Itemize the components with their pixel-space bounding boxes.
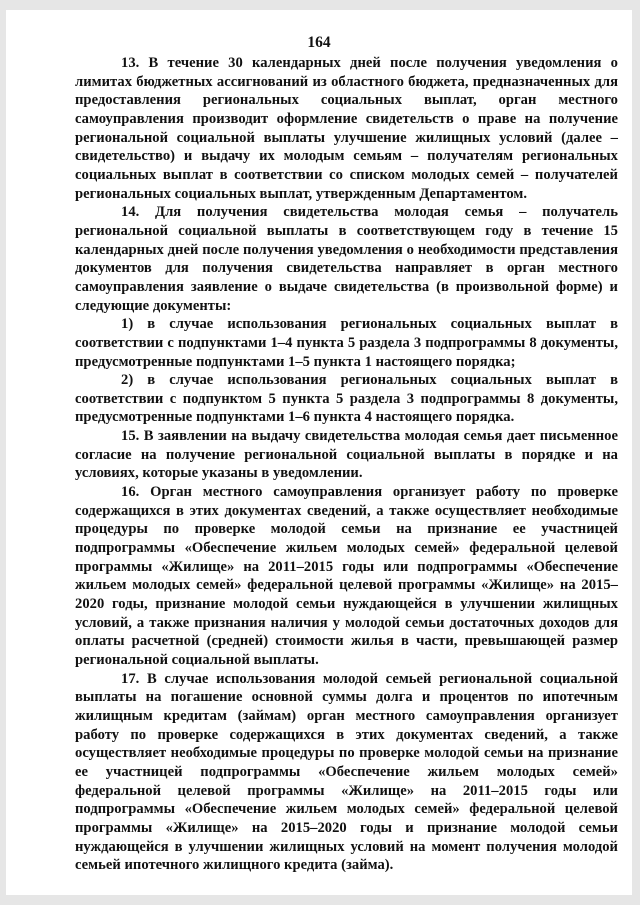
paragraph-13: 13. В течение 30 календарных дней после получения уведомления о лимитах бюджетных ассигнований из областного бюджета, предназначенных для предоставления региональных социальных выплат, орган местного самоуправления производит оформление свидетельств о праве на получение региональной социальной выплаты улучшение жилищных условий (далее – свидетельство) и выдачу их молодым семьям – получателям региональных социальных выплат в соответствии со списком молодых семей – получателей региональных социальных выплат, утвержденным Департаментом.: [75, 55, 618, 202]
paragraph-14-item-1: 1) в случае использования региональных социальных выплат в соответствии с подпунктами 1–4 пункта 5 раздела 3 подпрограммы 8 документы, предусмотренные подпунктами 1–5 пункта 1 настоящего порядка;: [75, 316, 618, 370]
paragraph-14: 14. Для получения свидетельства молодая семья – получатель региональной социальной выплаты в соответствующем году в течение 15 календарных дней после получения уведомления о необходимости представления документов для получения свидетельства направляет в орган местного самоуправления заявление о выдаче свидетельства (в произвольной форме) и следующие документы:: [75, 204, 618, 314]
paragraph-14-item-2: 2) в случае использования региональных социальных выплат в соответствии с подпунктом 5 пункта 5 раздела 3 подпрограммы 8 документы, предусмотренные подпунктами 1–6 пункта 4 настоящего порядка.: [75, 372, 618, 426]
paragraph-17: 17. В случае использования молодой семьей региональной социальной выплаты на погашение основной суммы долга и процентов по ипотечным жилищным кредитам (займам) орган местного самоуправления организует работу по проверке содержащихся в этих документах сведений, а также осуществляет необходимые процедуры по проверке молодой семьи на признание ее участницей подпрограммы «Обеспечение жильем молодых семей» федеральной целевой программы «Жилище» на 2011–2015 годы или подпрограммы «Обеспечение жильем молодых семей» федеральной целевой программы «Жилище» на 2015–2020 годы и признание молодой семьи нуждающейся в улучшении жилищных условий на момент получения молодой семьей ипотечного жилищного кредита (займа).: [75, 670, 618, 874]
paragraph-16: 16. Орган местного самоуправления организует работу по проверке содержащихся в этих документах сведений, а также осуществляет необходимые процедуры по проверке молодой семьи на признание ее участницей подпрограммы «Обеспечение жильем молодых семей» федеральной целевой программы «Жилище» на 2011–2015 годы или подпрограммы «Обеспечение жильем молодых семей» федеральной целевой программы «Жилище» на 2015–2020 годы, признание молодой семьи нуждающейся в улучшении жилищных условий, а также признания наличия у молодой семьи достаточных доходов для оплаты расчетной (средней) стоимости жилья в части, превышающей размер региональной социальной выплаты.: [75, 484, 618, 668]
page-number: 164: [307, 34, 331, 51]
paragraph-15: 15. В заявлении на выдачу свидетельства молодая семья дает письменное согласие на получение региональной социальной выплаты в порядке и на условиях, которые указаны в уведомлении.: [75, 428, 618, 482]
document-page: [6, 10, 632, 895]
document-body: [75, 54, 618, 875]
